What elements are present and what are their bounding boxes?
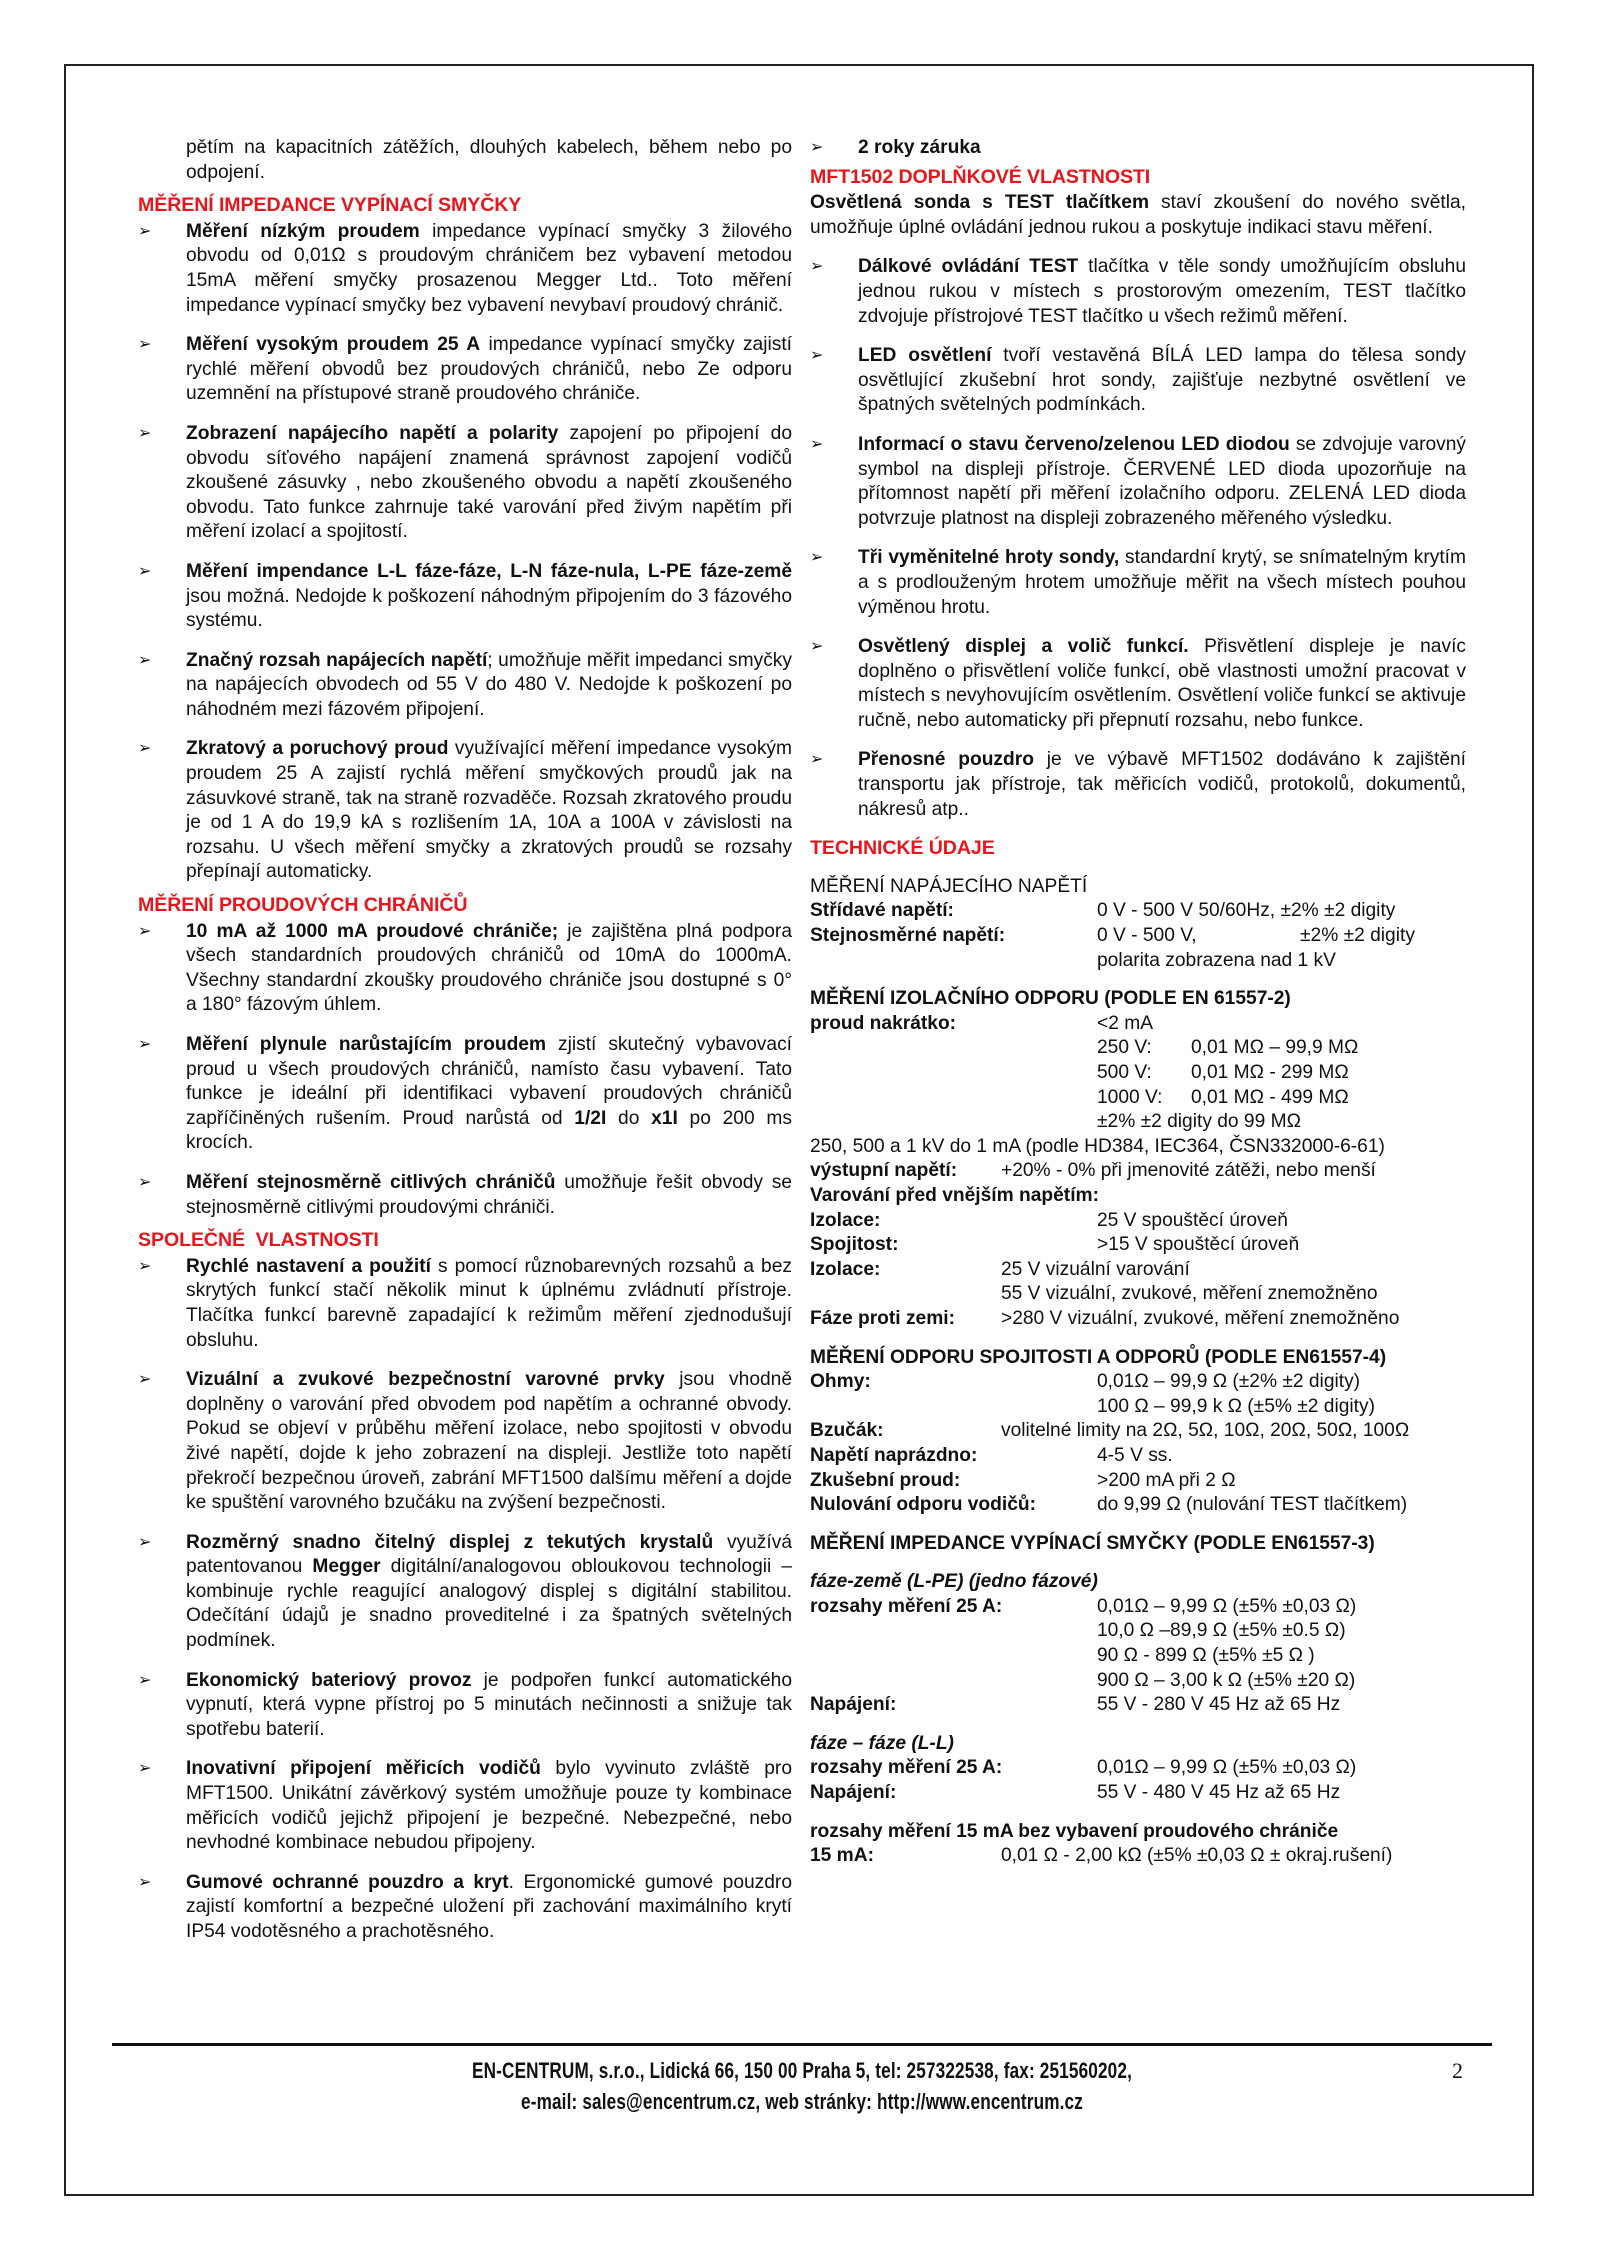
item-text: Přisvětlení displeje je navíc doplněno o přisvětlení voliče funkcí, obě vlastnosti umožní pracovat v místech s nevyhovujícím osvětlením. Osvětlení voliče funkcí se aktivuje ručně, nebo automaticky při přepnutí rozsahu, nebo funkce. [858,636,1466,731]
spec-value: 90 Ω - 899 Ω (±5% ±5 Ω ) [1097,1645,1315,1667]
list-item [138,1171,792,1220]
footer-company-address: EN-CENTRUM, s.r.o., Lidická 66, 150 00 Praha 5, tel: 257322538, fax: 251560202, [471,2058,1132,2083]
spacer [810,1718,1466,1732]
arrowhead-bullet-icon: ➢ [138,562,152,580]
item-bold-lead: Rychlé nastavení a použití [186,1255,431,1277]
item-text: ; umožňuje měřit impedanci smyčky na napájecích obvodech od 55 V do 480 V. Nedojde k poškození po náhodném mezi fázovém připojení. [186,649,792,720]
item-text: s pomocí různobarevných rozsahů a bez skrytých funkcí stačí několik minut k úplnému zvládnutí přístroje. Tlačítka funkcí barevně zapadající k režimům měření zjednodušují obsluhu. [186,1255,792,1351]
item-bold: 1/2I [574,1107,607,1129]
spec-group-label: Varování před vnějším napětím: [810,1184,1099,1206]
item-text: bylo vyvinuto zvláště pro MFT1500. Unikátní závěrkový systém umožňuje pouze ty kombinace měřicích vodičů jejichž připojení je bezpečné. Nebezpečné, nebo nevhodné kombinace nebudou připojeny. [186,1758,792,1854]
spec-row [810,1756,1466,1781]
spec-row [810,1419,1466,1444]
list-item [138,333,792,407]
spec-label: rozsahy měření 25 A: [810,1595,1003,1617]
spec-value: 25 V vizuální varování [1001,1258,1190,1280]
spec-label: Izolace: [810,1209,881,1231]
list-item [138,1757,792,1855]
list-item [810,255,1466,329]
spec-row [810,1693,1466,1718]
spec-row [810,1820,1466,1845]
spec-label: Stejnosměrné napětí: [810,925,1006,947]
arrowhead-bullet-icon: ➢ [138,1257,152,1275]
spec-label: výstupní napětí: [810,1160,958,1182]
spec-row [810,949,1466,974]
item-bold-lead: Rozměrný snadno čitelný displej z tekutých krystalů [186,1531,714,1553]
list-item [138,1255,792,1353]
spec-label: Fáze proti zemi: [810,1307,955,1329]
spec-value: 55 V - 280 V 45 Hz až 65 Hz [1097,1694,1341,1716]
arrowhead-bullet-icon: ➢ [138,1036,152,1053]
spec-row [810,1619,1466,1644]
spec-value: +20% - 0% při jmenovité zátěži, nebo menší [1001,1160,1376,1182]
spec-row [810,1493,1466,1518]
spec-group-label: rozsahy měření 15 mA bez vybavení proudového chrániče [810,1820,1339,1842]
spec-row [810,1781,1466,1806]
spacer [810,1806,1466,1820]
item-text: je podpořen funkcí automatického vypnutí, která vypne přístroj po 5 minutách nečinnosti a snižuje tak spotřebu baterií. [186,1669,792,1740]
item-bold-lead: Vizuální a zvukové bezpečnostní varovné prvky [186,1369,665,1391]
arrowhead-bullet-icon: ➢ [810,435,824,453]
spec-row [810,1370,1466,1395]
spec-row [810,1395,1466,1420]
item-text: je ve výbavě MFT1502 dodáváno k zajištění transportu jak přístroje, tak měřicích vodičů, protokolů, dokumentů, nákresů atp.. [858,749,1466,820]
spec-note: polarita zobrazena nad 1 kV [1097,949,1336,971]
item-bold-lead: Informací o stavu červeno/zelenou LED diodou [858,433,1290,455]
item-bold-lead: Tři vyměnitelné hroty sondy, [858,547,1120,569]
spacer [810,1556,1466,1570]
spec-accuracy: ±2% ±2 digity do 99 MΩ [1097,1111,1301,1133]
arrowhead-bullet-icon: ➢ [138,1533,152,1551]
mft1502-intro [810,191,1466,240]
subsection-title-insulation [810,987,1466,1012]
list-item [810,344,1466,418]
subsection-title-supply-voltage: MĚŘENÍ NAPÁJECÍHO NAPĚTÍ [810,875,1088,897]
right-column [810,136,1466,1869]
range-voltage: 500 V: [1097,1062,1152,1083]
footer-divider [112,2043,1492,2046]
spec-row [810,1209,1466,1234]
item-bold-lead: Osvětlený displej a volič funkcí. [858,636,1189,658]
item-bold-lead: Gumové ochranné pouzdro a kryt [186,1871,509,1893]
spec-row [810,1307,1466,1332]
list-item-warranty [810,136,1466,161]
spec-row [810,1135,1466,1160]
item-bold-lead: Zkratový a poruchový proud [186,738,449,760]
section-title-rcd: MĚŘENÍ PROUDOVÝCH CHRÁNIČŮ [138,894,468,917]
spec-value: 55 V - 480 V 45 Hz až 65 Hz [1097,1782,1341,1804]
page-number: 2 [1452,2058,1463,2083]
spec-label: Zkušební proud: [810,1469,961,1491]
spec-row [810,1844,1466,1869]
arrowhead-bullet-icon: ➢ [810,139,824,156]
item-text: se zdvojuje varovný symbol na displeji přístroje. ČERVENÉ LED dioda upozorňuje na přítomnost napětí při měření izolačního odporu. ZELENÁ LED dioda potvrzuje platnost na displeji zobrazeného měřeného výsledku. [858,433,1466,529]
arrowhead-bullet-icon: ➢ [810,751,824,769]
item-bold-lead: Zobrazení napájecího napětí a polarity [186,422,559,444]
spec-row [810,1061,1466,1086]
spec-row [810,899,1466,924]
list-item [138,649,792,723]
item-bold-lead: LED osvětlení [858,345,992,367]
item-text: tvoří vestavěná BÍLÁ LED lampa do tělesa sondy osvětlující zkušební hrot sondy, zajišťuje nezbytné osvětlení ve špatných světelných podmínkách. [858,345,1467,416]
spec-row [810,1595,1466,1620]
list-item [138,1871,792,1945]
spec-value: >15 V spouštěcí úroveň [1097,1234,1300,1256]
arrowhead-bullet-icon: ➢ [138,222,152,240]
spec-value: >200 mA při 2 Ω [1097,1469,1236,1491]
spec-value: 10,0 Ω –89,9 Ω (±5% ±0.5 Ω) [1097,1620,1346,1642]
arrowhead-bullet-icon: ➢ [810,638,824,656]
list-item [138,1531,792,1654]
spec-value: volitelné limity na 2Ω, 5Ω, 10Ω, 20Ω, 50Ω, 100Ω [1001,1420,1410,1442]
arrowhead-bullet-icon: ➢ [138,651,152,669]
section-title-loop-impedance: MĚŘENÍ IMPEDANCE VYPÍNACÍ SMYČKY [138,194,522,217]
intro-bold-lead: Osvětlená sonda s TEST tlačítkem [810,192,1150,214]
item-bold: x1I [651,1107,678,1129]
range-value: 0,01 MΩ - 299 MΩ [1191,1062,1349,1083]
spec-group-label: fáze – fáze (L-L) [810,1732,954,1754]
item-text: impedance vypínací smyčky zajistí rychlé měření obvodů bez proudových chráničů, nebo Ze odporu uzemnění na přístupové straně proudového chrániče. [186,334,792,405]
spec-value: 0,01Ω – 9,99 Ω (±5% ±0,03 Ω) [1097,1595,1357,1617]
spec-value: do 9,99 Ω (nulování TEST tlačítkem) [1097,1494,1408,1516]
item-text: tlačítka v těle sondy umožňujícím obsluhu jednou rukou v místech s prostorovým omezením, TEST tlačítko zdvojuje přístrojové TEST tlačítko u všech režimů měření. [858,256,1466,327]
spec-group-label: fáze-země (L-PE) (jedno fázové) [810,1571,1098,1593]
spec-value: 0,01Ω – 9,99 Ω (±5% ±0,03 Ω) [1097,1757,1357,1779]
item-text: je zajištěna plná podpora všech standardních proudových chráničů od 10mA do 1000mA. Všechny standardní zkoušky proudového chrániče jsou dostupné s 0° a 180° fázovým úhlem. [186,920,792,1016]
section-title-mft1502: MFT1502 DOPLŇKOVÉ VLASTNOSTI [810,165,1151,188]
spec-row [810,1036,1466,1061]
spec-label: Izolace: [810,1258,881,1280]
item-bold-lead: Inovativní připojení měřicích vodičů [186,1758,541,1780]
item-text: do [606,1107,652,1129]
intro-text: staví zkoušení do nového světla, umožňuje úplné ovládání jednou rukou a poskytuje indikaci stavu měření. [810,192,1467,238]
spec-label: rozsahy měření 25 A: [810,1757,1003,1779]
list-item [138,1033,792,1156]
item-bold-lead: Dálkové ovládání TEST [858,256,1079,278]
spec-row [810,1110,1466,1135]
spec-label: Napájení: [810,1694,897,1716]
list-item [810,635,1466,733]
spec-row [810,924,1466,949]
spec-label: 15 mA: [810,1845,874,1867]
item-text: po 200 ms krocích. [186,1107,792,1154]
spec-value: 0,01Ω – 99,9 Ω (±2% ±2 digity) [1097,1371,1361,1393]
item-text: zapojení po připojení do obvodu síťového napájení znamená správnost zapojení vodičů zkoušené zásuvky , nebo zkoušeného obvodu a napětí zkoušeného obvodu. Tato funkce zahrnuje také varování před živým napětím při měření izolací a spojitostí. [186,422,792,543]
arrowhead-bullet-icon: ➢ [138,1173,152,1191]
item-bold-lead: Měření nízkým proudem [186,220,420,242]
item-text: standardní krytý, se snímatelným krytím a s prodlouženým hrotem umožňuje měřit na všech místech pouhou výměnou hrotu. [858,547,1466,618]
item-bold: Megger [312,1556,381,1578]
range-voltage: 1000 V: [1097,1086,1163,1108]
list-item [810,433,1466,531]
item-text: využívající měření impedance vysokým proudem 25 A zajistí rychlá měření smyčkových proudů jak na zásuvkové straně, tak na straně rozvaděče. Rozsah zkratového proudu je od 1 A do 19,9 kA s rozlišením 1A, 10A a 100A v závislosti na rozsahu. U všech měření smyčky a zkratových proudů se rozsahy přepínají automaticky. [186,738,792,883]
spec-row [810,1233,1466,1258]
spec-value: 25 V spouštěcí úroveň [1097,1209,1288,1231]
spec-value: 0,01 Ω - 2,00 kΩ (±5% ±0,03 Ω ± okraj.rušení) [1001,1845,1393,1867]
arrowhead-bullet-icon: ➢ [810,549,824,567]
list-item [138,1669,792,1743]
range-value: 0,01 MΩ - 499 MΩ [1191,1086,1349,1108]
subsection-title-continuity: MĚŘENÍ ODPORU SPOJITOSTI A ODPORŮ (PODLE EN61557-4) [810,1346,1387,1368]
item-text: digitální/analogovou obloukovou technologii – kombinuje rychle reagující analogový displej s digitální stabilitou. Odečítání údajů je snadno proveditelné i za špatných světelných podmínek. [186,1556,792,1652]
range-voltage: 250 V: [1097,1037,1152,1059]
arrowhead-bullet-icon: ➢ [138,1873,152,1891]
warranty-text: 2 roky záruka [858,137,981,158]
spec-norm-line: 250, 500 a 1 kV do 1 mA (podle HD384, IEC364, ČSN332000-6-61) [810,1135,1385,1157]
spec-row [810,1732,1466,1757]
list-item [810,546,1466,620]
arrowhead-bullet-icon: ➢ [138,1671,152,1689]
arrowhead-bullet-icon: ➢ [138,922,152,940]
spec-value: >280 V vizuální, zvukové, měření znemožněno [1001,1307,1400,1329]
item-text: zjistí skutečný vybavovací proud u všech proudových chráničů, namísto času vybavení. Tato funkce je ideální při identifikaci vybavení proudových chráničů zapříčiněných rušením. Proud narůstá od [186,1034,793,1129]
spec-row [810,1570,1466,1595]
item-text: umožňuje řešit obvody se stejnosměrně citlivými proudovými chrániči. [186,1171,792,1218]
arrowhead-bullet-icon: ➢ [138,740,152,758]
spec-row [810,1159,1466,1184]
spec-label: Napájení: [810,1782,897,1804]
range-value: 0,01 MΩ – 99,9 MΩ [1191,1037,1359,1059]
item-bold-lead: Měření vysokým proudem 25 A [186,334,481,356]
spec-label: Bzučák: [810,1420,884,1442]
spec-label: Spojitost: [810,1234,899,1256]
list-item [138,920,792,1018]
arrowhead-bullet-icon: ➢ [138,1371,152,1389]
spec-value: 0 V - 500 V 50/60Hz, ±2% ±2 digity [1097,900,1396,922]
spec-row [810,1644,1466,1669]
spec-accuracy: ±2% ±2 digity [1300,925,1415,947]
section-title-tech-data: TECHNICKÉ ÚDAJE [810,837,995,860]
item-text: jsou možná. Nedojde k poškození náhodným připojením do 3 fázového systému. [186,585,792,632]
list-item [138,1368,792,1516]
item-text: . Ergonomické gumové pouzdro zajistí komfortní a bezpečné uložení při zachování maximálního krytí IP54 vodotěsného a prachotěsného. [186,1871,792,1942]
spec-row [810,1012,1466,1037]
spec-value: <2 mA [1097,1012,1153,1034]
arrowhead-bullet-icon: ➢ [138,424,152,442]
item-bold-lead: Měření impendance L-L fáze-fáze, L-N fáze-nula, L-PE fáze-země [186,560,792,582]
arrowhead-bullet-icon: ➢ [138,336,152,354]
spec-label: Střídavé napětí: [810,900,954,922]
spec-value: 0 V - 500 V, [1097,925,1197,947]
list-item [138,737,792,885]
list-item [810,748,1466,822]
item-bold-lead: Měření stejnosměrně citlivých chráničů [186,1171,556,1193]
left-column [138,136,792,1945]
spec-value: 100 Ω – 99,9 k Ω (±5% ±2 digity) [1097,1395,1375,1417]
spec-value: 900 Ω – 3,00 k Ω (±5% ±20 Ω) [1097,1669,1356,1691]
intro-continuation: pětím na kapacitních zátěžích, dlouhých kabelech, během nebo po odpojení. [186,137,792,183]
spec-row [810,1469,1466,1494]
subsection-title-loop: MĚŘENÍ IMPEDANCE VYPÍNACÍ SMYČKY (PODLE EN61557-3) [810,1532,1375,1554]
spec-row [810,1258,1466,1283]
spec-label: Ohmy: [810,1371,871,1393]
item-text: impedance vypínací smyčky 3 žilového obvodu od 0,01Ω s proudovým chráničem bez vybavení metodou 15mA měření smyčky prosazenou Megger Ltd.. Toto měření impedance vypínací smyčky bez vybavení nevybaví proudový chránič. [186,220,793,316]
item-bold-lead: 10 mA až 1000 mA proudové chrániče; [186,920,559,942]
spec-value: 55 V vizuální, zvukové, měření znemožněno [1001,1283,1378,1305]
arrowhead-bullet-icon: ➢ [138,1760,152,1778]
spec-label: Napětí naprázdno: [810,1444,978,1466]
subsection-title-text: MĚŘENÍ IZOLAČNÍHO ODPORU (PODLE EN 61557-2) [810,988,1291,1010]
arrowhead-bullet-icon: ➢ [810,258,824,276]
spec-row [810,1669,1466,1694]
item-text: využívá patentovanou [186,1531,792,1578]
arrowhead-bullet-icon: ➢ [810,347,824,365]
list-item [138,560,792,634]
list-item [138,220,792,318]
item-bold-lead: Ekonomický bateriový provoz [186,1669,472,1691]
section-title-common: SPOLEČNÉ VLASTNOSTI [138,1229,379,1252]
spec-label: Nulování odporu vodičů: [810,1494,1036,1516]
spec-row [810,1184,1466,1209]
spec-label: proud nakrátko: [810,1012,957,1034]
spec-value: 4-5 V ss. [1097,1444,1173,1466]
spec-row [810,1282,1466,1307]
spec-row [810,1444,1466,1469]
list-item [138,422,792,545]
item-text: jsou vhodně doplněny o varování před obvodem pod napětím a ochranné obvody. Pokud se objeví v průběhu měření izolace, nebo spojitosti v obvodu živé napětí, dojde k jeho zobrazení na displeji. Jestliže toto napětí překročí bezpečnou úroveň, zabrání MFT1500 dalšímu měření a dojde ke spuštění varovného bzučáku na zvýšení bezpečnosti. [186,1369,793,1514]
footer-contact: e-mail: sales@encentrum.cz, web stránky: http://www.encentrum.cz [520,2089,1083,2114]
item-bold-lead: Přenosné pouzdro [858,749,1034,771]
spec-row [810,1086,1466,1111]
item-bold-lead: Měření plynule narůstajícím proudem [186,1034,547,1055]
item-bold-lead: Značný rozsah napájecích napětí [186,649,488,671]
